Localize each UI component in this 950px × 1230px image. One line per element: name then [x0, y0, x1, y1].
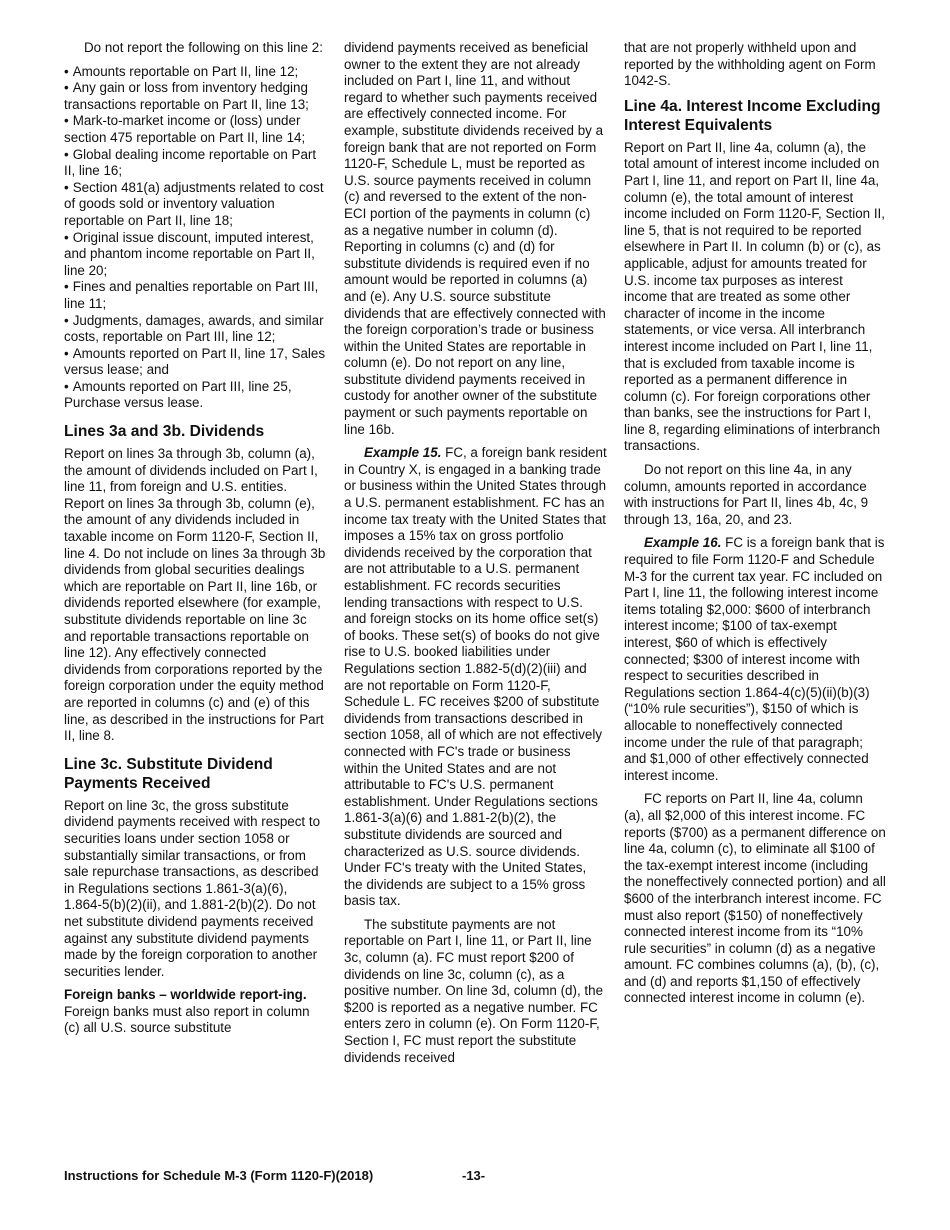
- example-15: [344, 445, 607, 910]
- example-16-label: Example 16.: [644, 535, 722, 551]
- paragraph-continued: that are not properly withheld upon and reported by the withholding agent on Form 1042-S.: [624, 40, 876, 89]
- example-15-text: FC, a foreign bank resident in Country X, is engaged in a banking trade or business within the United States through a U.S. permanent establishment. FC has an income tax treaty with the United States that imposes a 15% tax on gross portfolio dividends received by the corporation that are not attributable to a U.S. permanent establishment. FC records securities lending transactions with respect to U.S. and foreign stocks on its home office set(s) of books. These set(s) of books do not give rise to U.S. booked liabilities under Regulations section 1.882-5(d)(2)(iii) and are not reportable on Form 1120-F, Schedule L. FC receives $200 of substitute dividends from transactions described in section 1058, all of which are not effectively connected with FC's trade or business within the United States and are not attributable to FC's U.S. permanent establishment. Under Regulations sections 1.861-3(a)(6) and 1.881-2(b)(2), the substitute dividends are sourced and characterized as U.S. source dividends. Under FC's treaty with the United States, the dividends are subject to a 15% gross basis tax.: [344, 445, 607, 909]
- exclusion-list: [64, 64, 326, 412]
- heading-substitute-dividends: Line 3c. Substitute Dividend Payments Received: [64, 755, 273, 792]
- list-item: • Judgments, damages, awards, and similar costs, reportable on Part III, line 12;: [64, 312, 324, 345]
- example-16: [624, 535, 886, 784]
- bullet-icon: •: [64, 179, 69, 195]
- bullet-icon: •: [64, 146, 69, 162]
- paragraph-fc-reports: FC reports on Part II, line 4a, column (a), all $2,000 of this interest income. FC reports ($700) as a permanent difference on line 4a, column (c), to eliminate all $100 of the tax-exempt interest income (including the noneffectively connected portion) and all $600 of the interbranch interest income. FC must also report ($150) of noneffectively connected interest income from its “10% rule securities” in column (d) as a negative amount. FC combines columns (a), (b), (c), and (d) and reports $1,150 of effectively connected interest income in column (e).: [624, 791, 886, 1006]
- list-item: • Original issue discount, imputed interest, and phantom income reportable on Part II, line 20;: [64, 229, 315, 278]
- foreign-banks-text: Foreign banks must also report in column (c) all U.S. source substitute: [64, 1003, 310, 1036]
- example-16-text: FC is a foreign bank that is required to file Form 1120-F and Schedule M-3 for the current tax year. FC included on Part I, line 11, the following interest income items totaling $2,000: $600 of interbranch interest income; $100 of tax-exempt interest, $60 of which is effectively connected; $300 of interest income with respect to securities described in Regulations section 1.864-4(c)(5)(ii)(b)(3) (“10% rule securities”), $150 of which is allocable to noneffectively connected income under the rule of that paragraph; and $1,000 of other effectively connected interest income.: [624, 535, 885, 783]
- paragraph-dividends: Report on lines 3a through 3b, column (a), the amount of dividends included on Part I, line 11, from foreign and U.S. entities. Report on lines 3a through 3b, column (e), the amount of any dividends included in taxable income on Form 1120-F, Section II, line 4. Do not include on lines 3a through 3b dividends from global securities dealings which are reportable on Part II, line 16b, or dividends reported elsewhere (for example, substitute dividends reportable on line 3c and reportable transactions reportable on line 12). Any effectively connected dividends from corporations reported by the foreign corporation under the equity method are reported in columns (c) and (e) of this line, as described in the instructions for Part II, line 8.: [64, 446, 326, 744]
- paragraph-do-not-report: Do not report on this line 4a, in any column, amounts reported in accordance with instructions for Part II, lines 4b, 4c, 9 through 13, 16a, 20, and 23.: [624, 462, 869, 527]
- bullet-icon: •: [64, 279, 69, 295]
- run-in-heading-foreign-banks: Foreign banks – worldwide report-ing.: [64, 987, 307, 1003]
- list-item: • Section 481(a) adjustments related to cost of goods sold or inventory valuation reportable on Part II, line 18;: [64, 179, 324, 228]
- bullet-icon: •: [64, 63, 69, 79]
- bullet-icon: •: [64, 378, 69, 394]
- paragraph-substitute-dividends: Report on line 3c, the gross substitute dividend payments received with respect to securities loans under section 1058 or substantially similar transactions, or from sale repurchase transactions, as described in Regulations sections 1.861-3(a)(6), 1.864-5(b)(2)(ii), and 1.881-2(b)(2). Do not net substitute dividend payments received against any substitute dividend payments made by the foreign corporation to another securities lender.: [64, 797, 321, 979]
- list-item: • Amounts reported on Part III, line 25, Purchase versus lease.: [64, 378, 292, 411]
- bullet-icon: •: [64, 229, 69, 245]
- column-1: [64, 40, 326, 1044]
- list-item: • Global dealing income reportable on Part II, line 16;: [64, 146, 317, 179]
- bullet-icon: •: [64, 345, 69, 361]
- page-footer: [64, 1168, 886, 1186]
- list-item: • Mark-to-market income or (loss) under section 475 reportable on Part II, line 14;: [64, 113, 306, 145]
- column-3: [624, 40, 886, 1014]
- list-item: • Amounts reported on Part II, line 17, Sales versus lease; and: [64, 345, 326, 378]
- heading-dividends: Lines 3a and 3b. Dividends: [64, 423, 265, 441]
- list-item: • Fines and penalties reportable on Part III, line 11;: [64, 279, 319, 311]
- bullet-icon: •: [64, 113, 69, 129]
- list-item: • Amounts reportable on Part II, line 12;: [64, 63, 299, 79]
- bullet-icon: •: [64, 312, 69, 328]
- list-item: • Any gain or loss from inventory hedging transactions reportable on Part II, line 13;: [64, 80, 309, 112]
- column-2: [344, 40, 607, 1073]
- footer-form-title: Instructions for Schedule M-3 (Form 1120-F)(2018): [64, 1168, 374, 1183]
- bullet-icon: •: [64, 80, 69, 96]
- paragraph-continued: dividend payments received as beneficial owner to the extent they are not already included on Part I, line 11, and without regard to whether such payments received are effectively connected income. For example, substitute dividends received by a foreign bank that are not reported on Form 1120-F, Schedule L, must be reported as U.S. source payments received in column (c) and reversed to the extent of the non-ECI portion of the payments in column (c) as a negative number in column (d). Reporting in columns (c) and (d) for substitute dividends is required even if no amount would be reported in columns (a) and (e). Any U.S. source substitute dividends that are effectively connected with the foreign corporation’s trade or business within the United States are reportable in column (e). Do not report on any line, substitute dividend payments received in custody for another owner of the substitute payment or such payments reportable on line 16b.: [344, 40, 606, 437]
- paragraph-foreign-banks: [64, 987, 326, 1037]
- intro-text: Do not report the following on this line 2:: [84, 40, 323, 55]
- heading-interest-income: Line 4a. Interest Income Excluding Interest Equivalents: [624, 97, 881, 134]
- example-15-label: Example 15.: [364, 445, 442, 461]
- paragraph-interest-income: Report on Part II, line 4a, column (a), the total amount of interest income included on Part I, line 11, and report on Part II, line 4a, column (e), the total amount of interest income included on Form 1120-F, Section II, line 5, that is not required to be reported elsewhere in Part II. In column (b) or (c), as applicable, adjust for amounts treated for U.S. income tax purposes as interest income that are treated as some other character of income in the income statements, or vice versa. All interbranch interest income included on Part I, line 11, that is excluded from taxable income is reported as a permanent difference in column (c). For foreign corporations other than banks, see the instructions for Part I, line 8, regarding eliminations of interbranch transactions.: [624, 139, 885, 454]
- page-number: -13-: [462, 1168, 486, 1183]
- paragraph-substitute-payments: The substitute payments are not reportable on Part I, line 11, or Part II, line 3c, column (a). FC must report $200 of dividends on line 3c, column (c), as a positive number. On line 3d, column (d), the $200 is reported as a negative number. FC enters zero in column (e). On Form 1120-F, Section I, FC must report the substitute dividends received: [344, 916, 604, 1065]
